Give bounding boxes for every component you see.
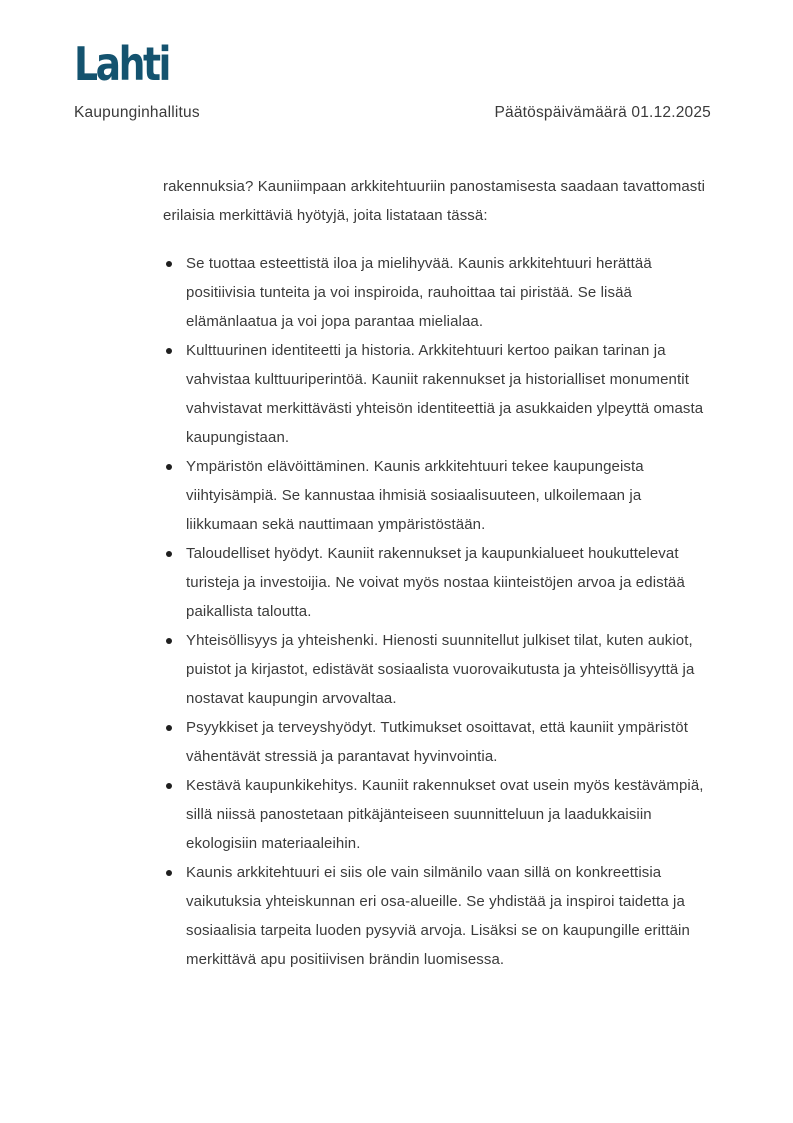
list-item: Kulttuurinen identiteetti ja historia. Arkkitehtuuri kertoo paikan tarinan ja vahvistaa kulttuuriperintöä. Kauniit rakennukset ja historialliset monumentit vahvistavat merkittävästi yhteisön identiteettiä ja asukkaiden ylpeyttä omasta kaupungistaan. — [163, 336, 715, 452]
benefits-list — [163, 249, 715, 974]
list-item: Ympäristön elävöittäminen. Kaunis arkkitehtuuri tekee kaupungeista viihtyisämpiä. Se kannustaa ihmisiä sosiaalisuuteen, ulkoilemaan ja liikkumaan sekä nauttimaan ympäristöstään. — [163, 452, 715, 539]
list-item: Yhteisöllisyys ja yhteishenki. Hienosti suunnitellut julkiset tilat, kuten aukiot, puistot ja kirjastot, edistävät sosiaalista vuorovaikutusta ja yhteisöllisyyttä ja nostavat kaupungin arvovaltaa. — [163, 626, 715, 713]
lahti-logo — [74, 36, 190, 92]
lahti-logo-wordmark: Lahti — [74, 37, 170, 91]
list-item: Taloudelliset hyödyt. Kauniit rakennukset ja kaupunkialueet houkuttelevat turisteja ja investoijia. Ne voivat myös nostaa kiinteistöjen arvoa ja edistää paikallista taloutta. — [163, 539, 715, 626]
header-committee-name: Kaupunginhallitus — [74, 104, 200, 121]
list-item: Psyykkiset ja terveyshyödyt. Tutkimukset osoittavat, että kauniit ympäristöt vähentävät stressiä ja parantavat hyvinvointia. — [163, 713, 715, 771]
document-header — [74, 104, 711, 122]
intro-paragraph: rakennuksia? Kauniimpaan arkkitehtuuriin panostamisesta saadaan tavattomasti erilaisia merkittäviä hyötyjä, joita listataan tässä: — [163, 178, 706, 224]
header-decision-date: Päätöspäivämäärä 01.12.2025 — [494, 104, 711, 121]
list-item: Kaunis arkkitehtuuri ei siis ole vain silmänilo vaan sillä on konkreettisia vaikutuksia yhteiskunnan eri osa-alueille. Se yhdistää ja inspiroi taidetta ja sosiaalisia tarpeita luoden pysyviä arvoja. Lisäksi se on kaupungille erittäin merkittävä apu positiivisen brändin luomisessa. — [163, 858, 715, 974]
list-item: Se tuottaa esteettistä iloa ja mielihyvää. Kaunis arkkitehtuuri herättää positiivisia tunteita ja voi inspiroida, rauhoittaa tai piristää. Se lisää elämänlaatua ja voi jopa parantaa mielialaa. — [163, 249, 715, 336]
document-body — [163, 172, 715, 974]
list-item: Kestävä kaupunkikehitys. Kauniit rakennukset ovat usein myös kestävämpiä, sillä niissä panostetaan pitkäjänteiseen suunnitteluun ja laadukkaisiin ekologisiin materiaaleihin. — [163, 771, 715, 858]
